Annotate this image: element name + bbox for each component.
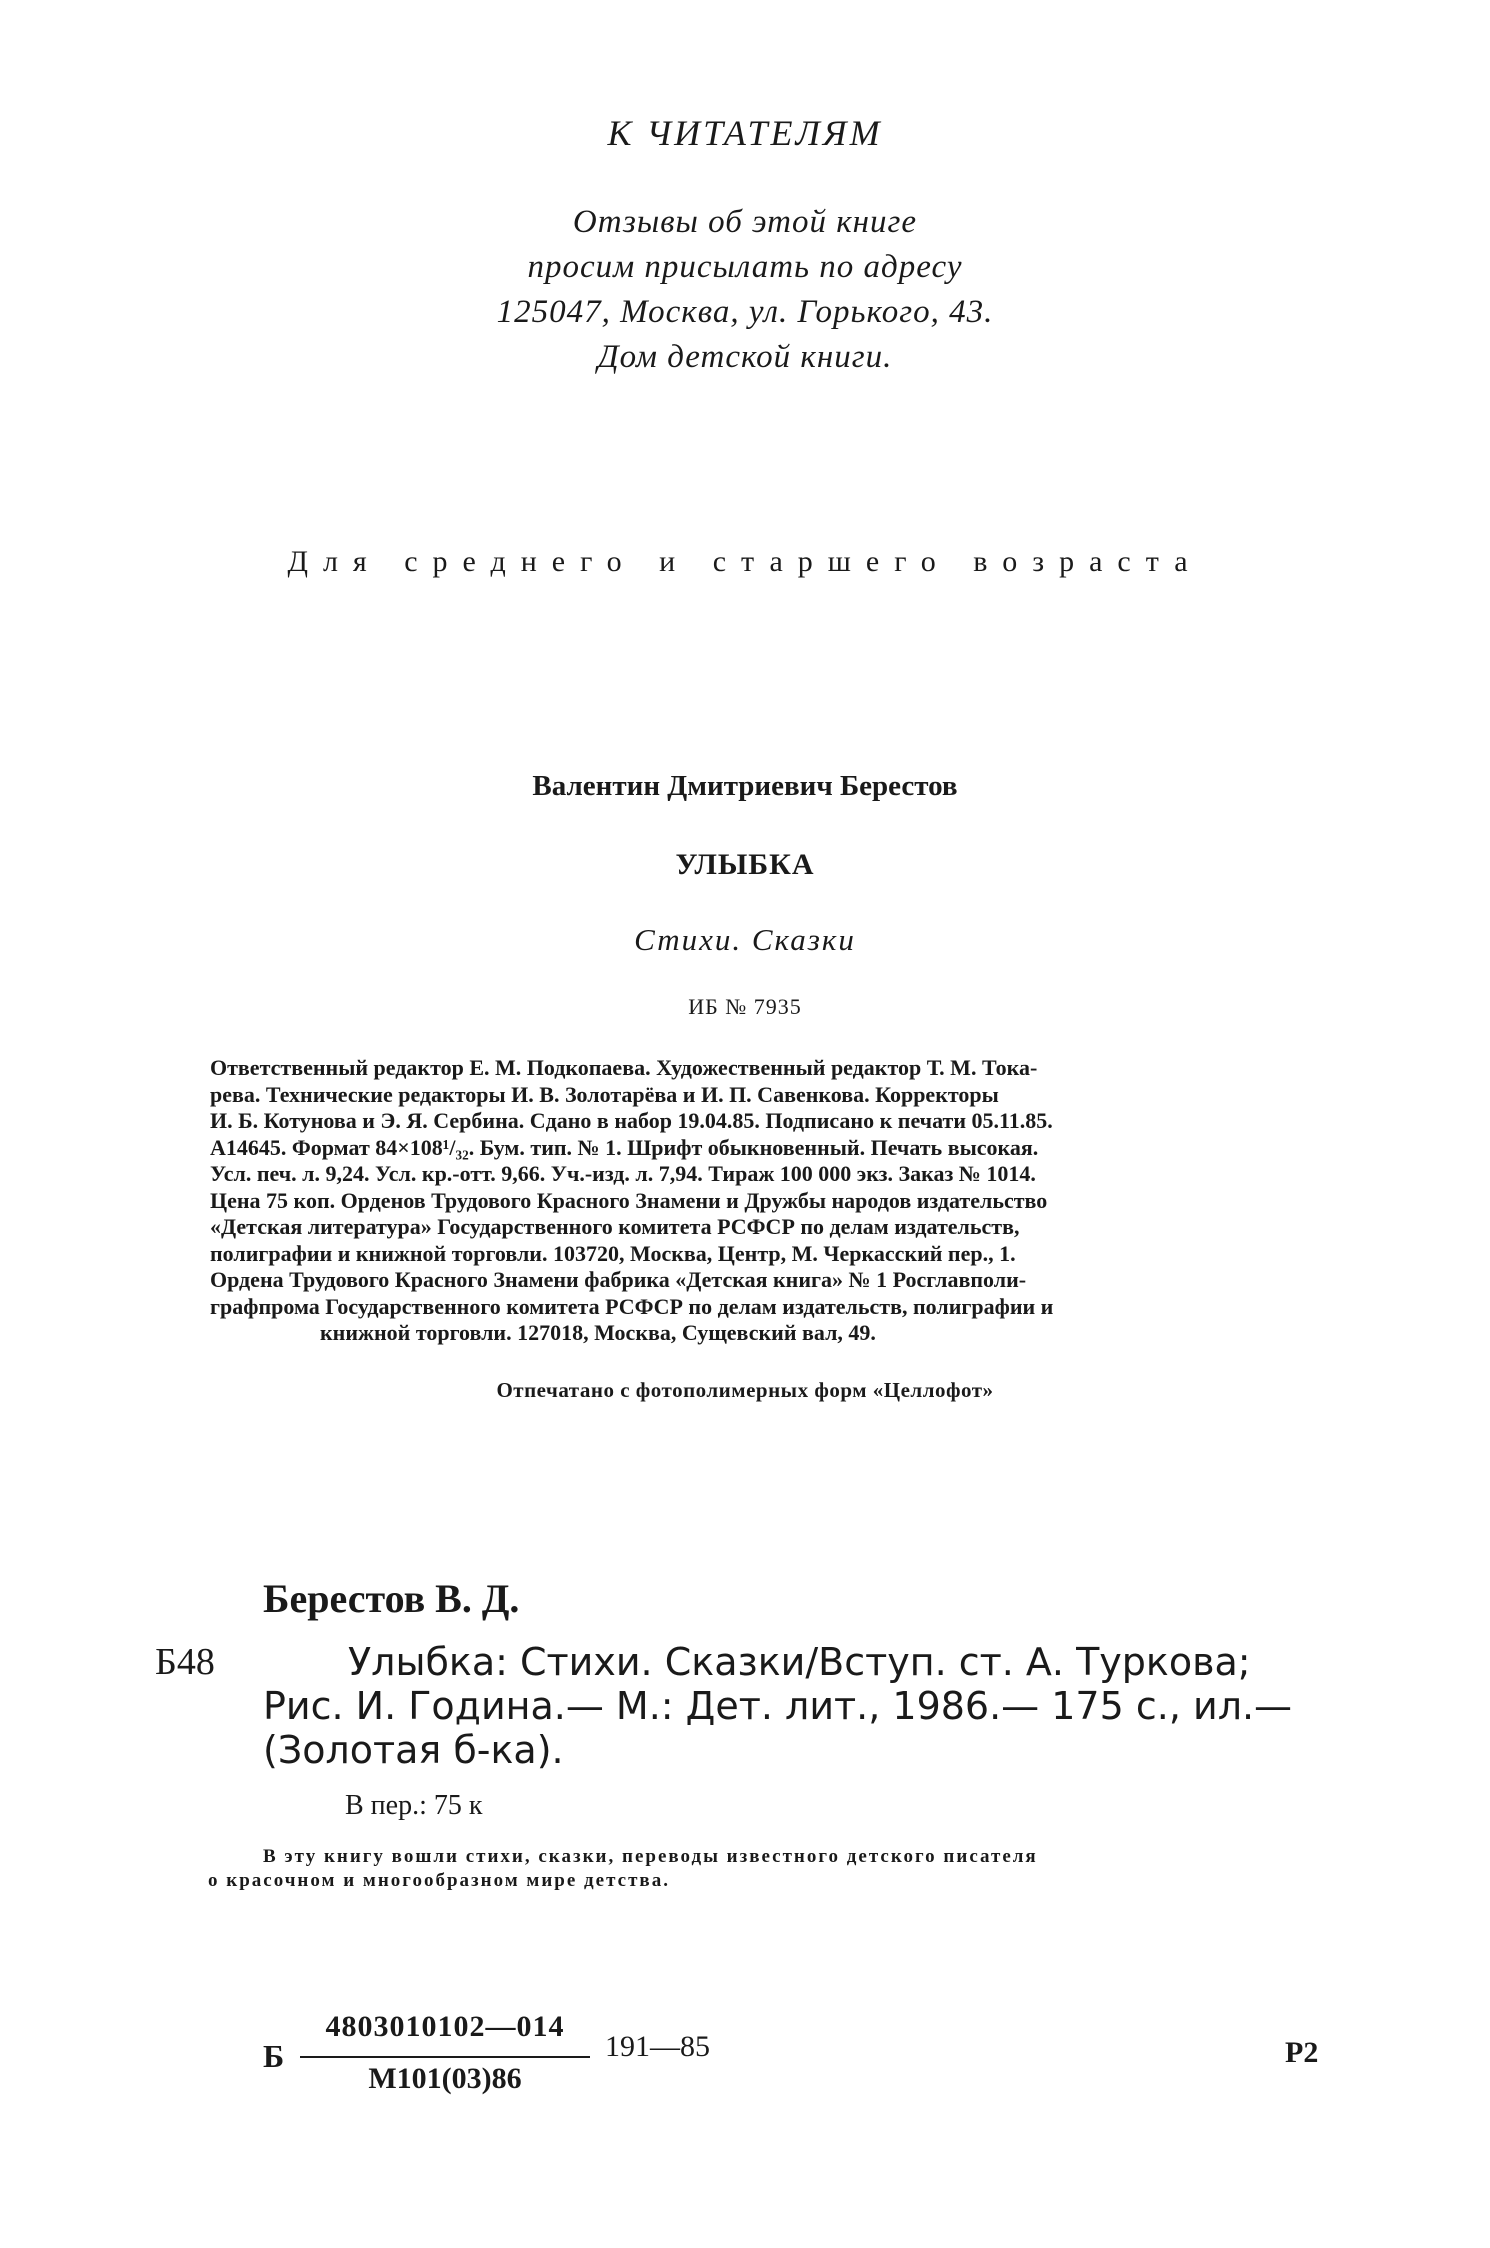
- imprint-line: А14645. Формат 84×108¹/₃₂. Бум. тип. № 1. Шрифт обыкновенный. Печать высокая.: [210, 1134, 1039, 1160]
- annotation-line: В эту книгу вошли стихи, сказки, переводы известного детского писателя: [263, 1846, 1038, 1867]
- imprint-block: [210, 1055, 1278, 1347]
- notice-line: Отзывы об этой книге: [572, 204, 918, 240]
- imprint-line: полиграфии и книжной торговли. 103720, Москва, Центр, М. Черкасский пер., 1.: [210, 1240, 1016, 1266]
- notice-line: Дом детской книги.: [597, 339, 893, 375]
- catalog-code: Б48: [155, 1641, 215, 1683]
- index-denominator: М101(03)86: [368, 2062, 522, 2095]
- author-full-name: Валентин Дмитриевич Берестов: [532, 770, 958, 802]
- imprint-line: рева. Технические редакторы И. В. Золотарёва и И. П. Савенкова. Корректоры: [210, 1081, 999, 1107]
- catalog-author: Берестов В. Д.: [263, 1576, 520, 1621]
- index-letter: Б: [263, 2038, 285, 2074]
- imprint-line: книжной торговли. 127018, Москва, Сущевский вал, 49.: [320, 1320, 876, 1345]
- index-fraction-line: [300, 2056, 590, 2058]
- book-subtitle: Стихи. Сказки: [634, 922, 856, 957]
- catalog-description: [263, 1640, 1333, 1772]
- catalog-annotation: [208, 1845, 1038, 1893]
- notice-line: просим присылать по адресу: [527, 249, 963, 285]
- imprint-line: Цена 75 коп. Орденов Трудового Красного Знамени и Дружбы народов издательство: [210, 1187, 1048, 1213]
- index-numerator: 4803010102—014: [325, 2010, 565, 2043]
- book-title: УЛЫБКА: [675, 848, 815, 881]
- notice-line: 125047, Москва, ул. Горького, 43.: [496, 294, 994, 330]
- imprint-line: графпрома Государственного комитета РСФСР по делам издательств, полиграфии и: [210, 1293, 1054, 1319]
- imprint-line: «Детская литература» Государственного комитета РСФСР по делам издательств,: [210, 1214, 1020, 1239]
- age-group: Для среднего и старшего возраста: [287, 545, 1203, 578]
- annotation-line: о красочном и многообразном мире детства.: [208, 1870, 670, 1891]
- ib-number: ИБ № 7935: [688, 994, 802, 1019]
- imprint-line: Ответственный редактор Е. М. Подкопаева. Художественный редактор Т. М. Тока-: [210, 1055, 1038, 1080]
- notice-heading: К ЧИТАТЕЛЯМ: [607, 113, 883, 153]
- catalog-description-line: (Золотая б-ка).: [263, 1728, 564, 1772]
- imprint-line: И. Б. Котунова и Э. Я. Сербина. Сдано в набор 19.04.85. Подписано к печати 05.11.85.: [210, 1108, 1053, 1133]
- catalog-description-line: Улыбка: Стихи. Сказки/Вступ. ст. А. Туркова;: [348, 1640, 1251, 1684]
- catalog-description-line: Рис. И. Година.— М.: Дет. лит., 1986.— 175 с., ил.—: [263, 1684, 1293, 1728]
- imprint-line: Ордена Трудового Красного Знамени фабрика «Детская книга» № 1 Росглавполи-: [210, 1267, 1027, 1292]
- notice-address: [0, 200, 1490, 380]
- catalog-price: В пер.: 75 к: [345, 1790, 483, 1821]
- imprint-line: Усл. печ. л. 9,24. Усл. кр.-отт. 9,66. Уч.-изд. л. 7,94. Тираж 100 000 экз. Заказ № 1014.: [210, 1161, 1036, 1186]
- index-middle: 191—85: [605, 2030, 710, 2063]
- printed-note: Отпечатано с фотополимерных форм «Целлофот»: [496, 1378, 994, 1402]
- index-class: Р2: [1285, 2036, 1319, 2069]
